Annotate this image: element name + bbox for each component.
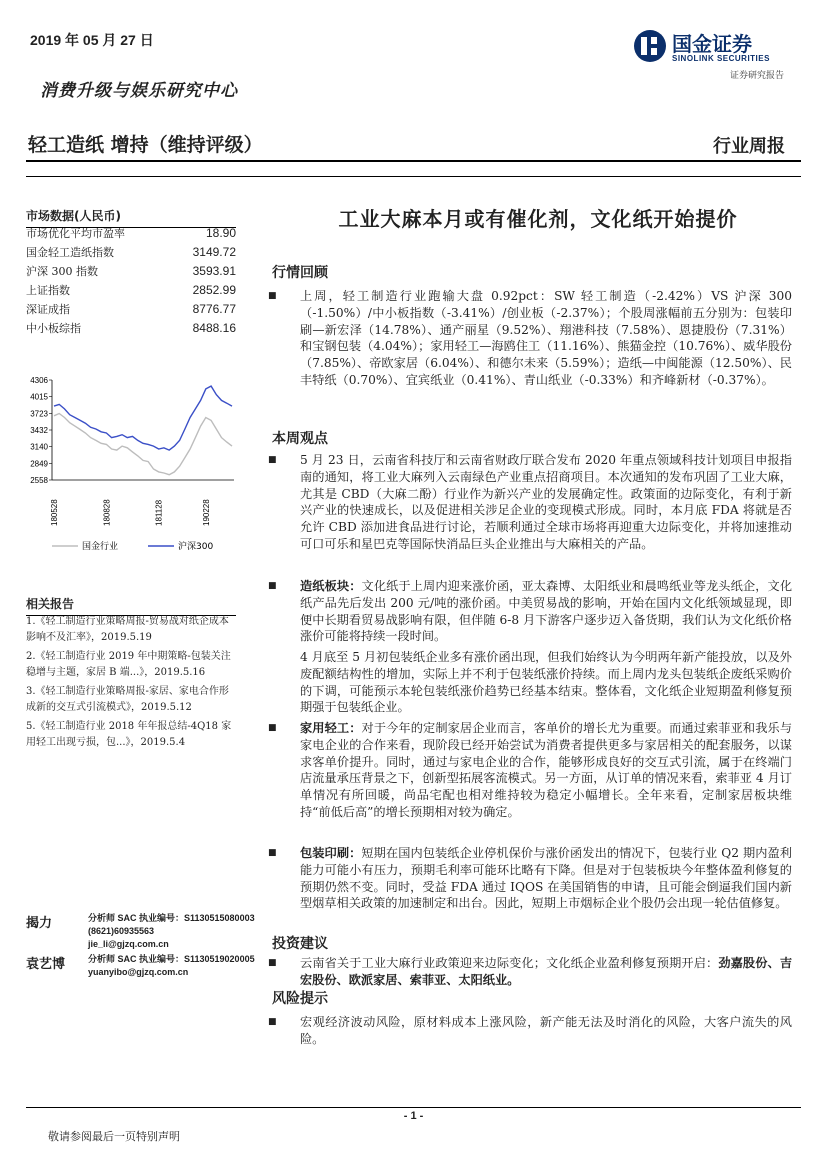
risk-paragraph: 宏观经济波动风险，原材料成本上涨风险，新产能无法及时消化的风险，大客户流失的风险。 xyxy=(300,1015,792,1046)
market-row xyxy=(26,300,236,319)
bullet-icon: ■ xyxy=(268,848,277,858)
logo-name: 国金证券 xyxy=(672,32,752,56)
related-reports-title: 相关报告 xyxy=(26,595,236,616)
y-tick-label: 2849 xyxy=(30,459,48,469)
analyst-name: 揭力 xyxy=(26,916,53,931)
bullet-icon: ■ xyxy=(268,455,277,465)
analyst-sac: 分析师 SAC 执业编号：S1130515080003 xyxy=(88,913,255,923)
report-headline: 工业大麻本月或有催化剂，文化纸开始提价 xyxy=(338,207,738,231)
section-review: 行情回顾 xyxy=(272,265,328,281)
home-paragraph: 对于今年的定制家居企业而言，客单价的增长尤为重要。而通过索菲亚和我乐与家电企业的合作来看，现阶段已经开始尝试为消费者提供更多与家居相关的配套服务，以谋求客单价提升。同时，通过与家电企业的合作，能够形成良好的交互式引流，属于在终端门店流量承压背景之下，创新型拓展客流模式。另一方面，从订单的情况来看，索菲亚 4 月订单情况有所回暖，尚品宅配也相对维持较为稳定小幅增长。全年来看，定制家居板块维持“前低后高”的增长预期相对较为确定。 xyxy=(300,721,793,819)
market-value: 2852.99 xyxy=(192,283,236,297)
market-row xyxy=(26,262,236,281)
x-tick-label: 190228 xyxy=(201,499,211,526)
analyst-email[interactable]: jie_li@gjzq.com.cn xyxy=(88,939,169,949)
related-report-item[interactable]: 5.《轻工制造行业 2018 年年报总结-4Q18 家用轻工出现亏损，包...》，2019.5.4 xyxy=(26,721,232,748)
bullet-icon: ■ xyxy=(268,723,277,733)
bullet-icon: ■ xyxy=(268,291,277,301)
section-advice: 投资建议 xyxy=(272,936,328,952)
analyst-name: 袁艺博 xyxy=(26,957,66,972)
y-tick-label: 2558 xyxy=(30,476,48,485)
legend-label: 沪深300 xyxy=(178,542,214,552)
logo-english: SINOLINK SECURITIES xyxy=(672,54,770,63)
y-tick-label: 4015 xyxy=(30,392,48,402)
y-tick-label: 3723 xyxy=(30,409,48,419)
view-paragraph: 5 月 23 日，云南省科技厅和云南省财政厅联合发布 2020 年重点领域科技计划项目申报指南的通知，将工业大麻列入云南绿色产业重点招商项目。本次通知的发布巩固了工业大麻，尤其是 CBD（大麻二酚）行业作为新兴产业的发展确定性。政策面的边际变化，有利于新兴产业的快速成长，以及促进相关涉足企业的变现模式形成。同时，本月底 FDA 将就是否允许 CBD 添加进食品进行讨论，若顺利通过全球市场将再迎重大边际变化，并将加速推动可口可乐和星巴克等国际快消品巨头企业推出与大麻相关的产品。 xyxy=(300,453,792,551)
index-line-chart xyxy=(22,370,240,570)
advice-stocks: 劲嘉股份、吉宏股份、欧派家居、索菲亚、太阳纸业。 xyxy=(300,956,793,987)
related-reports-list xyxy=(26,614,236,754)
page-number: - 1 - xyxy=(403,1110,424,1122)
home-lead: 家用轻工： xyxy=(300,721,362,735)
market-row xyxy=(26,243,236,262)
market-row xyxy=(26,319,236,338)
industry-rating: 轻工造纸 增持（维持评级） xyxy=(28,134,263,156)
market-data-title: 市场数据(人民币) xyxy=(26,207,236,228)
y-tick-label: 3432 xyxy=(30,426,48,435)
market-row xyxy=(26,224,236,243)
x-tick-label: 180828 xyxy=(102,499,112,526)
report-type: 行业周报 xyxy=(713,136,785,157)
footer-rule xyxy=(26,1107,801,1108)
bullet-icon: ■ xyxy=(268,581,277,591)
analyst-card xyxy=(26,912,266,952)
packaging-paper-paragraph: 4 月底至 5 月初包装纸企业多有涨价函出现，但我们始终认为今明两年新产能投放，以及外废配额结构性的增加，实际上并不利于包装纸涨价持续。而上周内龙头包装纸企废纸采购价的下调，可能预示本轮包装纸涨价趋势已经基本结束。整体看，文化纸企业短期盈利修复预期强于包装纸企业。 xyxy=(300,650,792,715)
review-paragraph: 上周，轻工制造行业跑输大盘 0.92pct：SW 轻工制造（-2.42%）VS 沪深 300（-1.50%）/中小板指数（-3.41%）/创业板（-2.37%）；个股周涨幅前五分别为：包装印刷—新宏泽（14.78%）、通产丽星（9.52%）、翔港科技（7.58%）、恩捷股份（7.31%）和宝钢包装（4.04%）；家用轻工—海鸥住工（11.16%）、熊猫金控（10.76%）、威华股份（7.85%）、帝欧家居（6.04%）、和德尔未来（5.59%）；造纸—中闽能源（12.50%）、民丰特纸（0.70%）、宜宾纸业（0.41%）、青山纸业（-0.33%）和齐峰新材（-0.37%）。 xyxy=(300,289,792,387)
market-value: 18.90 xyxy=(205,226,236,240)
logo-emblem-icon xyxy=(632,28,668,64)
market-value: 8776.77 xyxy=(192,302,236,316)
market-value: 3149.72 xyxy=(192,245,236,259)
analyst-email[interactable]: yuanyibo@gjzq.com.cn xyxy=(88,967,189,977)
analyst-phone: (8621)60935563 xyxy=(88,926,155,936)
market-label: 国金轻工造纸指数 xyxy=(26,246,114,259)
analyst-card xyxy=(26,953,266,983)
section-view: 本周观点 xyxy=(272,431,328,447)
y-tick-label: 4306 xyxy=(30,376,48,385)
packaging-lead: 包装印刷： xyxy=(300,846,362,860)
analyst-sac: 分析师 SAC 执业编号：S1130519020005 xyxy=(88,954,255,964)
y-tick-label: 3140 xyxy=(30,442,48,452)
market-label: 沪深 300 指数 xyxy=(26,265,98,278)
packaging-paragraph: 短期在国内包装纸企业停机保价与涨价函发出的情况下，包装行业 Q2 期内盈利能力可能小有压力，预期毛利率可能环比略有下降。但是对于包装板块今年整体盈利修复的预期仍然不变。同时，受益 FDA 通过 IQOS 在美国销售的申请，且可能会倒逼我们国内新型烟草相关政策的加速制定和出台。因此，短期上市烟标企业个股仍会出现一轮估值修复。 xyxy=(300,846,792,911)
bullet-icon: ■ xyxy=(268,1017,277,1027)
bullet-icon: ■ xyxy=(268,958,277,968)
logo-subtitle: 证券研究报告 xyxy=(729,71,784,81)
related-report-item[interactable]: 3.《轻工制造行业策略周报-家居、家电合作形成新的交互式引流模式》，2019.5.12 xyxy=(26,686,229,713)
market-row xyxy=(26,281,236,300)
legend-label: 国金行业 xyxy=(82,542,119,552)
paper-paragraph: 文化纸于上周内迎来涨价函，亚太森博、太阳纸业和晨鸣纸业等龙头纸企，文化纸产品先后发出 200 元/吨的涨价函。中美贸易战的影响，开始在国内文化纸领域显现，即便中长期看贸易战影响有限，但伴随 6-8 月下游客户逐步迈入备货期，我们认为文化纸价格涨价可能将持续一段时间。 xyxy=(300,579,793,644)
advice-paragraph: 云南省关于工业大麻行业政策迎来边际变化；文化纸企业盈利修复预期开启： xyxy=(300,956,719,970)
research-center: 消费升级与娱乐研究中心 xyxy=(40,81,238,101)
paper-lead: 造纸板块： xyxy=(300,579,362,593)
header-rule-thin xyxy=(26,176,801,177)
x-tick-label: 181128 xyxy=(154,499,164,526)
market-label: 上证指数 xyxy=(26,284,70,297)
market-label: 中小板综指 xyxy=(26,322,81,335)
disclaimer-note: 敬请参阅最后一页特别声明 xyxy=(48,1130,180,1143)
related-report-item[interactable]: 2.《轻工制造行业 2019 年中期策略-包装关注稳增与主题，家居 B 端...》，2019.5.16 xyxy=(26,651,231,678)
related-report-item[interactable]: 1.《轻工制造行业策略周报-贸易战对纸企成本影响不及汇率》，2019.5.19 xyxy=(26,616,229,643)
series-line-0 xyxy=(54,414,232,475)
company-logo xyxy=(632,28,802,88)
market-value: 8488.16 xyxy=(192,321,236,335)
section-risk: 风险提示 xyxy=(272,991,328,1007)
market-label: 深证成指 xyxy=(26,303,70,316)
x-tick-label: 180528 xyxy=(50,499,59,526)
market-value: 3593.91 xyxy=(192,264,236,278)
header-rule xyxy=(26,160,801,162)
report-date: 2019 年 05 月 27 日 xyxy=(30,32,154,48)
market-label: 市场优化平均市盈率 xyxy=(26,227,125,240)
market-data-table xyxy=(26,224,236,338)
